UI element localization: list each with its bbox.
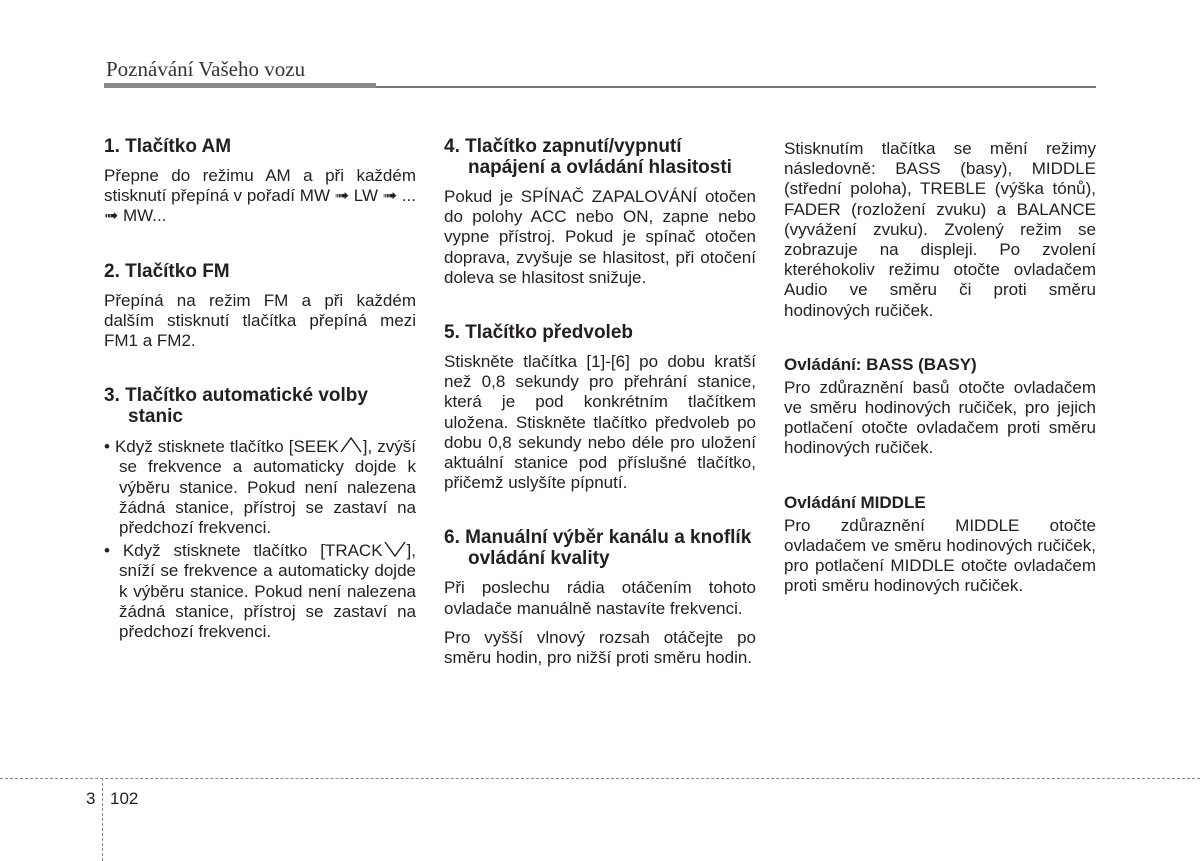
section-6-text-1: Při poslechu rádia otáčením tohoto ovladače manuálně nastavíte frekvenci. [444,578,756,618]
header-rule-thin [376,86,1096,88]
column-middle [444,136,756,668]
seek-text-before: • Když stisknete tlačítko [SEEK [104,437,339,457]
chapter-number: 3 [86,789,96,808]
section-2-heading: 2. Tlačítko FM [104,260,230,282]
track-text-before: • Když stisknete tlačítko [TRACK [104,541,383,561]
header-rule-thick [104,83,376,88]
section-1-text: Přepne do režimu AM a při každém stisknutí přepíná v pořadí MW ➟ LW ➟ ... ➟ MW... [104,166,416,226]
list-item-seek [104,436,416,538]
section-6-heading: 6. Manuální výběr kanálu a knoflík ovládání kvality [444,527,752,570]
section-4-heading: 4. Tlačítko zapnutí/vypnutí napájení a ovládání hlasitosti [444,136,732,178]
middle-text: Pro zdůraznění MIDDLE otočte ovladačem ve směru hodinových ručiček, pro potlačení MIDDLE otočte ovladačem proti směru hodinových ručiček. [784,515,1096,596]
section-5-heading: 5. Tlačítko předvoleb [444,322,633,344]
page-number: 102 [110,789,139,808]
column-left [104,136,416,644]
section-6-text-2: Pro vyšší vlnový rozsah otáčejte po směru hodin, pro nižší proti směru hodin. [444,627,756,668]
audio-modes-intro: Stisknutím tlačítka se mění režimy následovně: BASS (basy), MIDDLE (střední poloha), TREBLE (výška tónů), FADER (rozložení zvuku) a BALANCE (vyvážení zvuku). Zvolený režim se zobrazuje na displeji. Po zvolení kteréhokoliv režimu otočte ovladačem Audio ve směru či proti směru hodinových ručiček. [784,139,1096,320]
section-2-text: Přepíná na režim FM a při každém dalším stisknutí tlačítka přepíná mezi FM1 a FM2. [104,290,416,351]
seek-text-after: ], zvýší se frekvence a automaticky dojde k výběru stanice. Pokud není nalezena žádná stanice, přístroj se zastaví na předchozí frekvenci. [119,437,416,538]
footer-rule [0,778,1200,779]
section-5-text: Stiskněte tlačítka [1]-[6] po dobu kratší než 0,8 sekundy pro přehrání stanice, která je pod konkrétním tlačítkem uložena. Stiskněte tlačítko předvoleb po dobu 0,8 sekundy nebo déle pro uložení aktuální stanice pod příslušné tlačítko, přičemž uslyšíte pípnutí. [444,352,756,493]
running-header: Poznávání Vašeho vozu [106,57,306,81]
section-3-heading: 3. Tlačítko automatické volby stanic [104,385,368,428]
track-text-after: ], sníží se frekvence a automaticky dojde k výběru stanice. Pokud není nalezena žádná stanice, přístroj se zastaví na předchozí frekvenci. [119,541,416,642]
section-3-list [104,436,416,642]
column-right [784,139,1096,596]
bass-heading: Ovládání: BASS (BASY) [784,354,977,374]
middle-heading: Ovládání MIDDLE [784,492,926,512]
seek-up-icon [339,436,363,453]
footer-vertical-rule [102,778,103,861]
bass-text: Pro zdůraznění basů otočte ovladačem ve směru hodinových ručiček, pro jejich potlačení otočte ovladačem proti směru hodinových ručiček. [784,377,1096,458]
section-1-heading: 1. Tlačítko AM [104,136,232,157]
track-down-icon [383,540,407,557]
section-4-text: Pokud je SPÍNAČ ZAPALOVÁNÍ otočen do polohy ACC nebo ON, zapne nebo vypne přístroj. Pokud je spínač otočen doprava, zvyšuje se hlasitost, při otočení doleva se hlasitost snižuje. [444,187,756,287]
list-item-track [104,540,416,642]
